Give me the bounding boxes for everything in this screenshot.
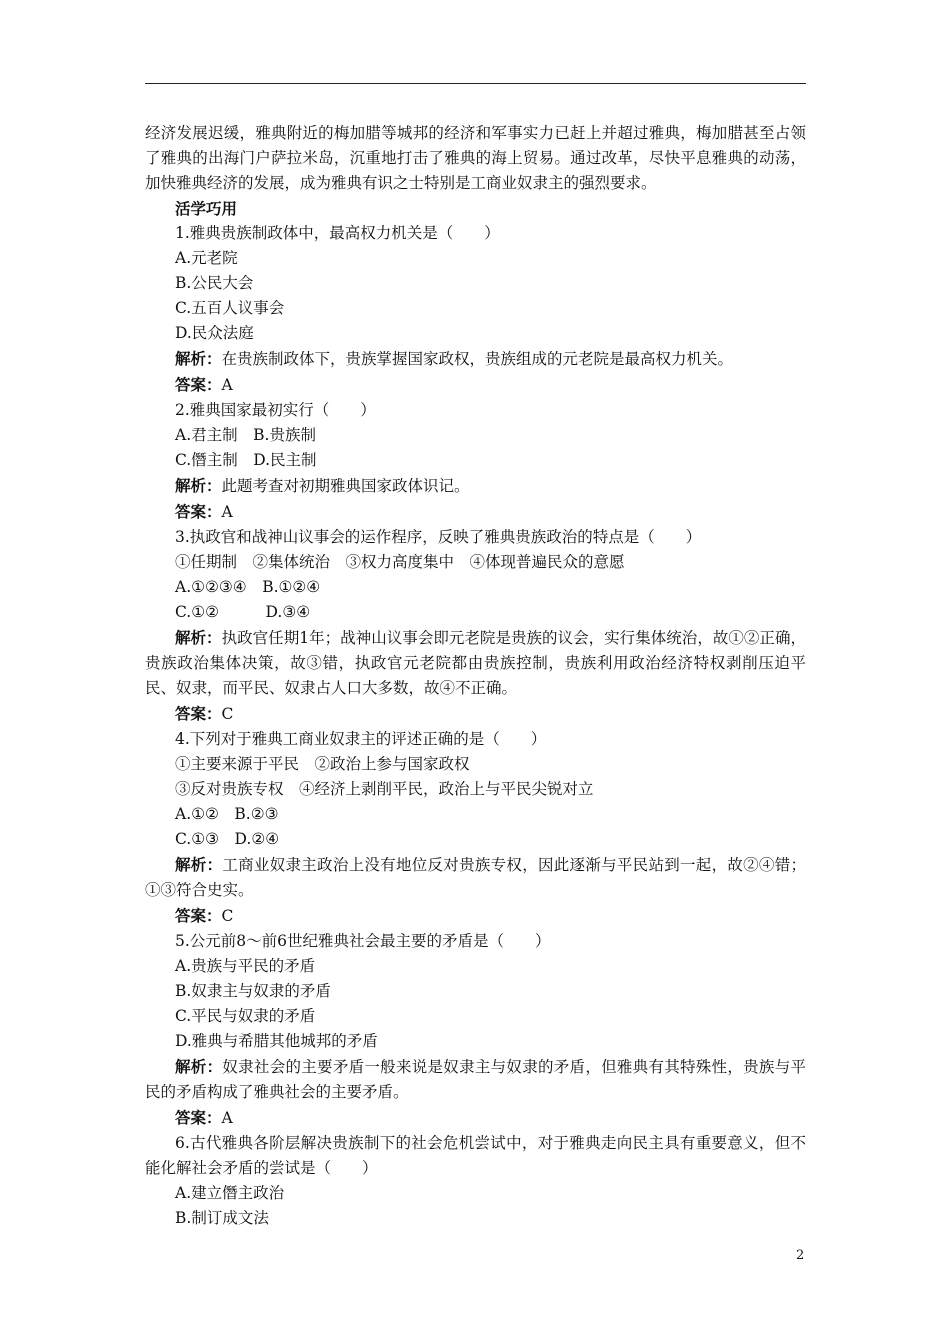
question-5-option: C.平民与奴隶的矛盾 [175,1007,316,1025]
analysis-label: 解析： [175,349,222,368]
question-1-option: B.公民大会 [175,274,254,292]
question-1-analysis [145,346,806,372]
question-5-option: D.雅典与希腊其他城邦的矛盾 [175,1032,378,1050]
analysis-text: 奴隶社会的主要矛盾一般来说是奴隶主与奴隶的矛盾，但雅典有其特殊性，贵族与平民的矛盾构成了雅典社会的主要矛盾。 [145,1058,806,1101]
question-2-answer [145,499,806,525]
question-4-statements: ③反对贵族专权 ④经济上剥削平民，政治上与平民尖锐对立 [175,780,594,798]
question-1-option: D.民众法庭 [175,324,254,342]
analysis-label: 解析： [175,855,223,874]
answer-value: C [221,907,234,925]
intro-paragraph: 经济发展迟缓，雅典附近的梅加腊等城邦的经济和军事实力已赶上并超过雅典，梅加腊甚至占领了雅典的出海门户萨拉米岛，沉重地打击了雅典的海上贸易。通过改革，尽快平息雅典的动荡，加快雅典经济的发展，成为雅典有识之士特别是工商业奴隶主的强烈要求。 [145,124,806,192]
question-6-option: A.建立僭主政治 [175,1184,285,1202]
question-3-statements: ①任期制 ②集体统治 ③权力高度集中 ④体现普遍民众的意愿 [175,553,625,571]
question-1-option: A.元老院 [175,249,238,267]
question-3-analysis [145,625,806,701]
answer-value: A [221,376,233,394]
answer-value: A [221,503,233,521]
question-4-stem: 4.下列对于雅典工商业奴隶主的评述正确的是（ ） [175,730,547,748]
question-4-answer [145,903,806,929]
answer-label: 答案： [175,375,222,394]
header-rule [145,83,806,84]
answer-label: 答案： [175,906,222,925]
analysis-label: 解析： [175,1057,223,1076]
analysis-text: 在贵族制政体下，贵族掌握国家政权，贵族组成的元老院是最高权力机关。 [221,350,734,368]
page-number: 2 [796,1248,805,1263]
question-5-option: B.奴隶主与奴隶的矛盾 [175,982,331,1000]
question-3-option: C.①② D.③④ [175,603,311,621]
answer-label: 答案： [175,1108,222,1127]
answer-label: 答案： [175,704,222,723]
question-2-option: C.僭主制 D.民主制 [175,451,317,469]
page-content [145,121,806,1231]
analysis-text: 此题考查对初期雅典国家政体识记。 [221,477,470,495]
question-5-answer [145,1105,806,1131]
question-2-stem: 2.雅典国家最初实行（ ） [175,401,376,419]
section-title: 活学巧用 [175,199,238,218]
question-4-statements: ①主要来源于平民 ②政治上参与国家政权 [175,755,470,773]
question-3-answer [145,701,806,727]
analysis-label: 解析： [175,476,222,495]
answer-label: 答案： [175,502,222,521]
question-5-option: A.贵族与平民的矛盾 [175,957,316,975]
question-4-option: C.①③ D.②④ [175,830,280,848]
question-2-option: A.君主制 B.贵族制 [175,426,316,444]
question-5-stem: 5.公元前8～前6世纪雅典社会最主要的矛盾是（ ） [175,932,551,950]
question-6-option: B.制订成文法 [175,1209,269,1227]
question-3-stem: 3.执政官和战神山议事会的运作程序，反映了雅典贵族政治的特点是（ ） [175,528,702,546]
question-6-stem: 6.古代雅典各阶层解决贵族制下的社会危机尝试中，对于雅典走向民主具有重要意义，但不能化解社会矛盾的尝试是（ ） [145,1134,806,1177]
question-4-option: A.①② B.②③ [175,805,279,823]
answer-value: A [221,1109,233,1127]
question-1-answer [145,372,806,398]
answer-value: C [221,705,234,723]
question-5-analysis [145,1054,806,1105]
question-2-analysis [145,473,806,499]
question-4-analysis [145,852,806,903]
analysis-label: 解析： [175,628,222,647]
question-3-option: A.①②③④ B.①②④ [175,578,321,596]
analysis-text: 执政官任期1年；战神山议事会即元老院是贵族的议会，实行集体统治，故①②正确，贵族政治集体决策，故③错，执政官元老院都由贵族控制，贵族利用政治经济特权剥削压迫平民、奴隶，而平民、奴隶占人口大多数，故④不正确。 [145,629,806,697]
analysis-text: 工商业奴隶主政治上没有地位反对贵族专权，因此逐渐与平民站到一起，故②④错；①③符合史实。 [145,856,806,899]
question-1-option: C.五百人议事会 [175,299,285,317]
question-1-stem: 1.雅典贵族制政体中，最高权力机关是（ ） [175,224,500,242]
